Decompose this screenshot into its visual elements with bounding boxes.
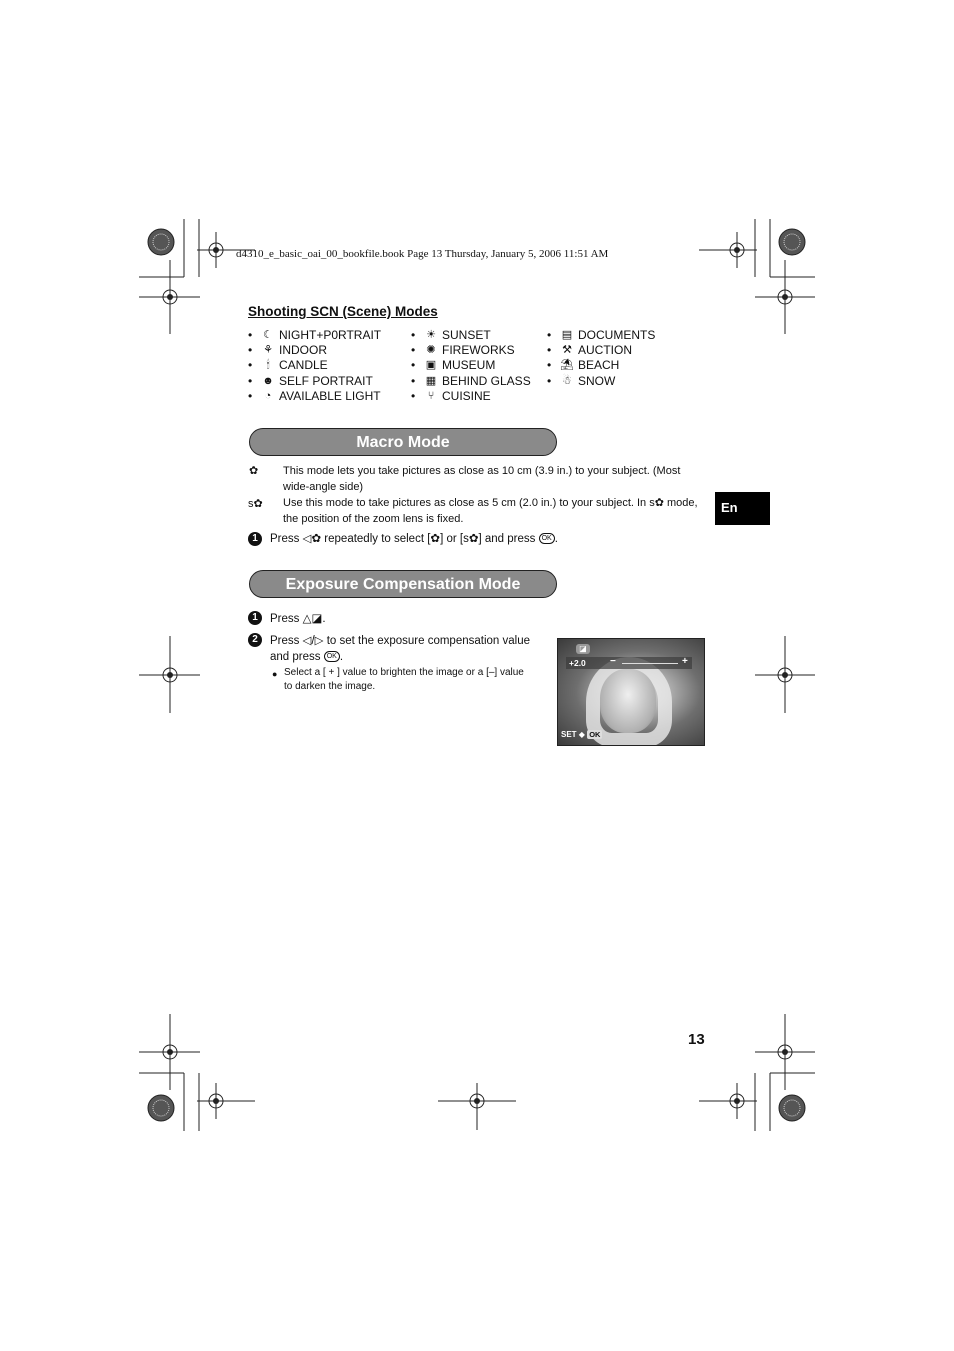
bullet: • (411, 328, 416, 342)
bullet: • (547, 373, 552, 388)
scn-mode-label: MUSEUM (442, 358, 496, 373)
exposure-step2-and-press: and press (270, 651, 321, 663)
super-macro-icon-inline: s✿ (463, 533, 479, 545)
scn-mode-label: CANDLE (279, 358, 328, 373)
scn-mode-item (411, 328, 531, 343)
bullet: • (547, 328, 552, 342)
exposure-scale-bar (566, 657, 692, 669)
exposure-step2-set: to set the exposure compensation value (326, 635, 530, 647)
scn-column (411, 328, 531, 404)
left-right-arrow-icon: ◁/▷ (302, 635, 324, 647)
bullet: • (411, 358, 416, 373)
scn-mode-item (248, 343, 381, 358)
set-label: SET (561, 730, 577, 739)
bullet: • (411, 373, 416, 388)
macro-icon-inline: ✿ (430, 533, 441, 545)
screen-ok-label: OK (589, 730, 601, 739)
camera-lcd-preview (557, 638, 705, 746)
set-ok-bar (561, 729, 602, 740)
super-macro-inline-icon: s✿ (649, 497, 664, 509)
bullet: • (411, 388, 416, 403)
exposure-step1-end: . (322, 613, 326, 625)
scn-mode-label: FIREWORKS (442, 343, 515, 358)
ok-button-icon: OK (539, 533, 555, 544)
scn-mode-label: DOCUMENTS (578, 328, 656, 342)
bullet: • (248, 343, 253, 358)
bullet: • (248, 388, 253, 403)
scn-mode-item (248, 358, 381, 373)
exposure-step1-number: 1 (248, 611, 262, 625)
macro-step-end: . (554, 533, 558, 545)
scn-mode-item (411, 389, 531, 404)
macro-step-number: 1 (248, 532, 262, 546)
exposure-step1-text (270, 611, 326, 627)
exposure-ticks (622, 663, 678, 664)
diamond-icon: ◆ (578, 730, 585, 739)
child-face-photo (600, 669, 656, 733)
super-macro-desc-part1: Use this mode to take pictures as close as 5 cm (2.0 in.) to your subject. In (283, 497, 647, 509)
macro-step-text (270, 531, 558, 547)
scn-mode-item (248, 328, 381, 343)
scn-mode-item (248, 374, 381, 389)
sunset-icon: ☀ (426, 329, 436, 341)
super-macro-description (283, 495, 708, 527)
documents-icon: ▤ (561, 329, 573, 341)
scn-mode-label: AUCTION (578, 343, 632, 358)
super-macro-icon: s✿ (248, 498, 263, 510)
macro-mode-heading: Macro Mode (249, 428, 557, 456)
exposure-minus: − (610, 656, 616, 667)
ok-button-icon: OK (324, 651, 340, 662)
scn-column (547, 328, 655, 389)
auction-icon: ⚒ (562, 344, 572, 357)
macro-description: This mode lets you take pictures as close as 10 cm (3.9 in.) to your subject. (Most wide-angle side) (283, 465, 681, 493)
exposure-step2-line2 (270, 649, 343, 665)
exposure-note-line2: to darken the image. (284, 681, 376, 692)
macro-icon: ✿ (249, 465, 259, 477)
exposure-mode-chip-icon: ◪ (576, 644, 590, 654)
scn-mode-item (547, 358, 655, 373)
exposure-mode-heading: Exposure Compensation Mode (249, 570, 557, 598)
scn-mode-label: INDOOR (279, 343, 327, 358)
left-macro-button-icon: ◁✿ (302, 533, 322, 545)
scn-section-title: Shooting SCN (Scene) Modes (248, 304, 438, 319)
scn-mode-item (547, 343, 655, 358)
scn-mode-item (547, 374, 655, 389)
scn-mode-label: BEACH (578, 358, 620, 373)
candle-icon: 🕯 (266, 359, 270, 372)
self-portrait-icon: ☻ (262, 374, 274, 387)
exposure-step2-number: 2 (248, 633, 262, 647)
bullet: • (248, 373, 253, 388)
page-number: 13 (688, 1031, 705, 1048)
snow-icon: ☃ (562, 374, 572, 387)
scn-mode-label: AVAILABLE LIGHT (279, 388, 381, 403)
bullet: • (248, 328, 253, 342)
macro-step-select: repeatedly to select [ (324, 533, 431, 545)
scn-mode-item (547, 328, 655, 343)
scn-mode-label: CUISINE (442, 388, 491, 403)
behind-glass-icon: ▦ (425, 374, 437, 387)
fireworks-icon: ✺ (426, 344, 436, 357)
file-header-line: d4310_e_basic_oai_00_bookfile.book Page 13 Thursday, January 5, 2006 11:51 AM (236, 248, 609, 260)
scn-mode-label: NIGHT+P0RTRAIT (279, 328, 382, 342)
scn-mode-item (411, 343, 531, 358)
scn-column (248, 328, 381, 404)
macro-step-press: Press (270, 533, 300, 545)
bullet: • (547, 358, 552, 373)
night-portrait-icon: ☾ (263, 329, 273, 341)
macro-step-or: ] or [ (440, 533, 464, 545)
note-bullet-icon: ● (272, 669, 278, 679)
scn-mode-item (411, 358, 531, 373)
bullet: • (547, 343, 552, 358)
super-macro-desc-part2: mode, the position of the zoom lens is fixed. (283, 497, 698, 525)
macro-step-and-press: ] and press (478, 533, 536, 545)
exposure-value: +2.0 (569, 658, 586, 668)
scn-mode-item (248, 389, 381, 404)
scn-mode-label: SUNSET (442, 328, 491, 342)
scn-mode-label: SELF PORTRAIT (279, 373, 373, 388)
exposure-step2-end: . (339, 651, 344, 663)
language-tab: En (715, 492, 770, 525)
exposure-step2-press: Press (270, 635, 300, 647)
bullet: • (411, 343, 416, 358)
exposure-step2-line1 (270, 633, 530, 649)
indoor-icon: ⚘ (263, 344, 273, 357)
exposure-plus: + (682, 656, 688, 667)
scn-mode-item (411, 374, 531, 389)
scn-mode-label: BEHIND GLASS (442, 373, 531, 388)
museum-icon: ▣ (425, 359, 437, 372)
scn-mode-label: SNOW (578, 373, 616, 388)
available-light-icon: ◔ (264, 389, 272, 402)
bullet: • (248, 358, 253, 373)
cuisine-icon: ⑂ (427, 389, 435, 402)
exposure-step1-press: Press (270, 613, 300, 625)
beach-icon: ⛱ (560, 359, 574, 372)
up-exposure-button-icon: △◪ (302, 613, 323, 625)
exposure-note (284, 666, 554, 694)
exposure-note-line1: Select a [ + ] value to brighten the image or a [–] value (284, 667, 524, 678)
